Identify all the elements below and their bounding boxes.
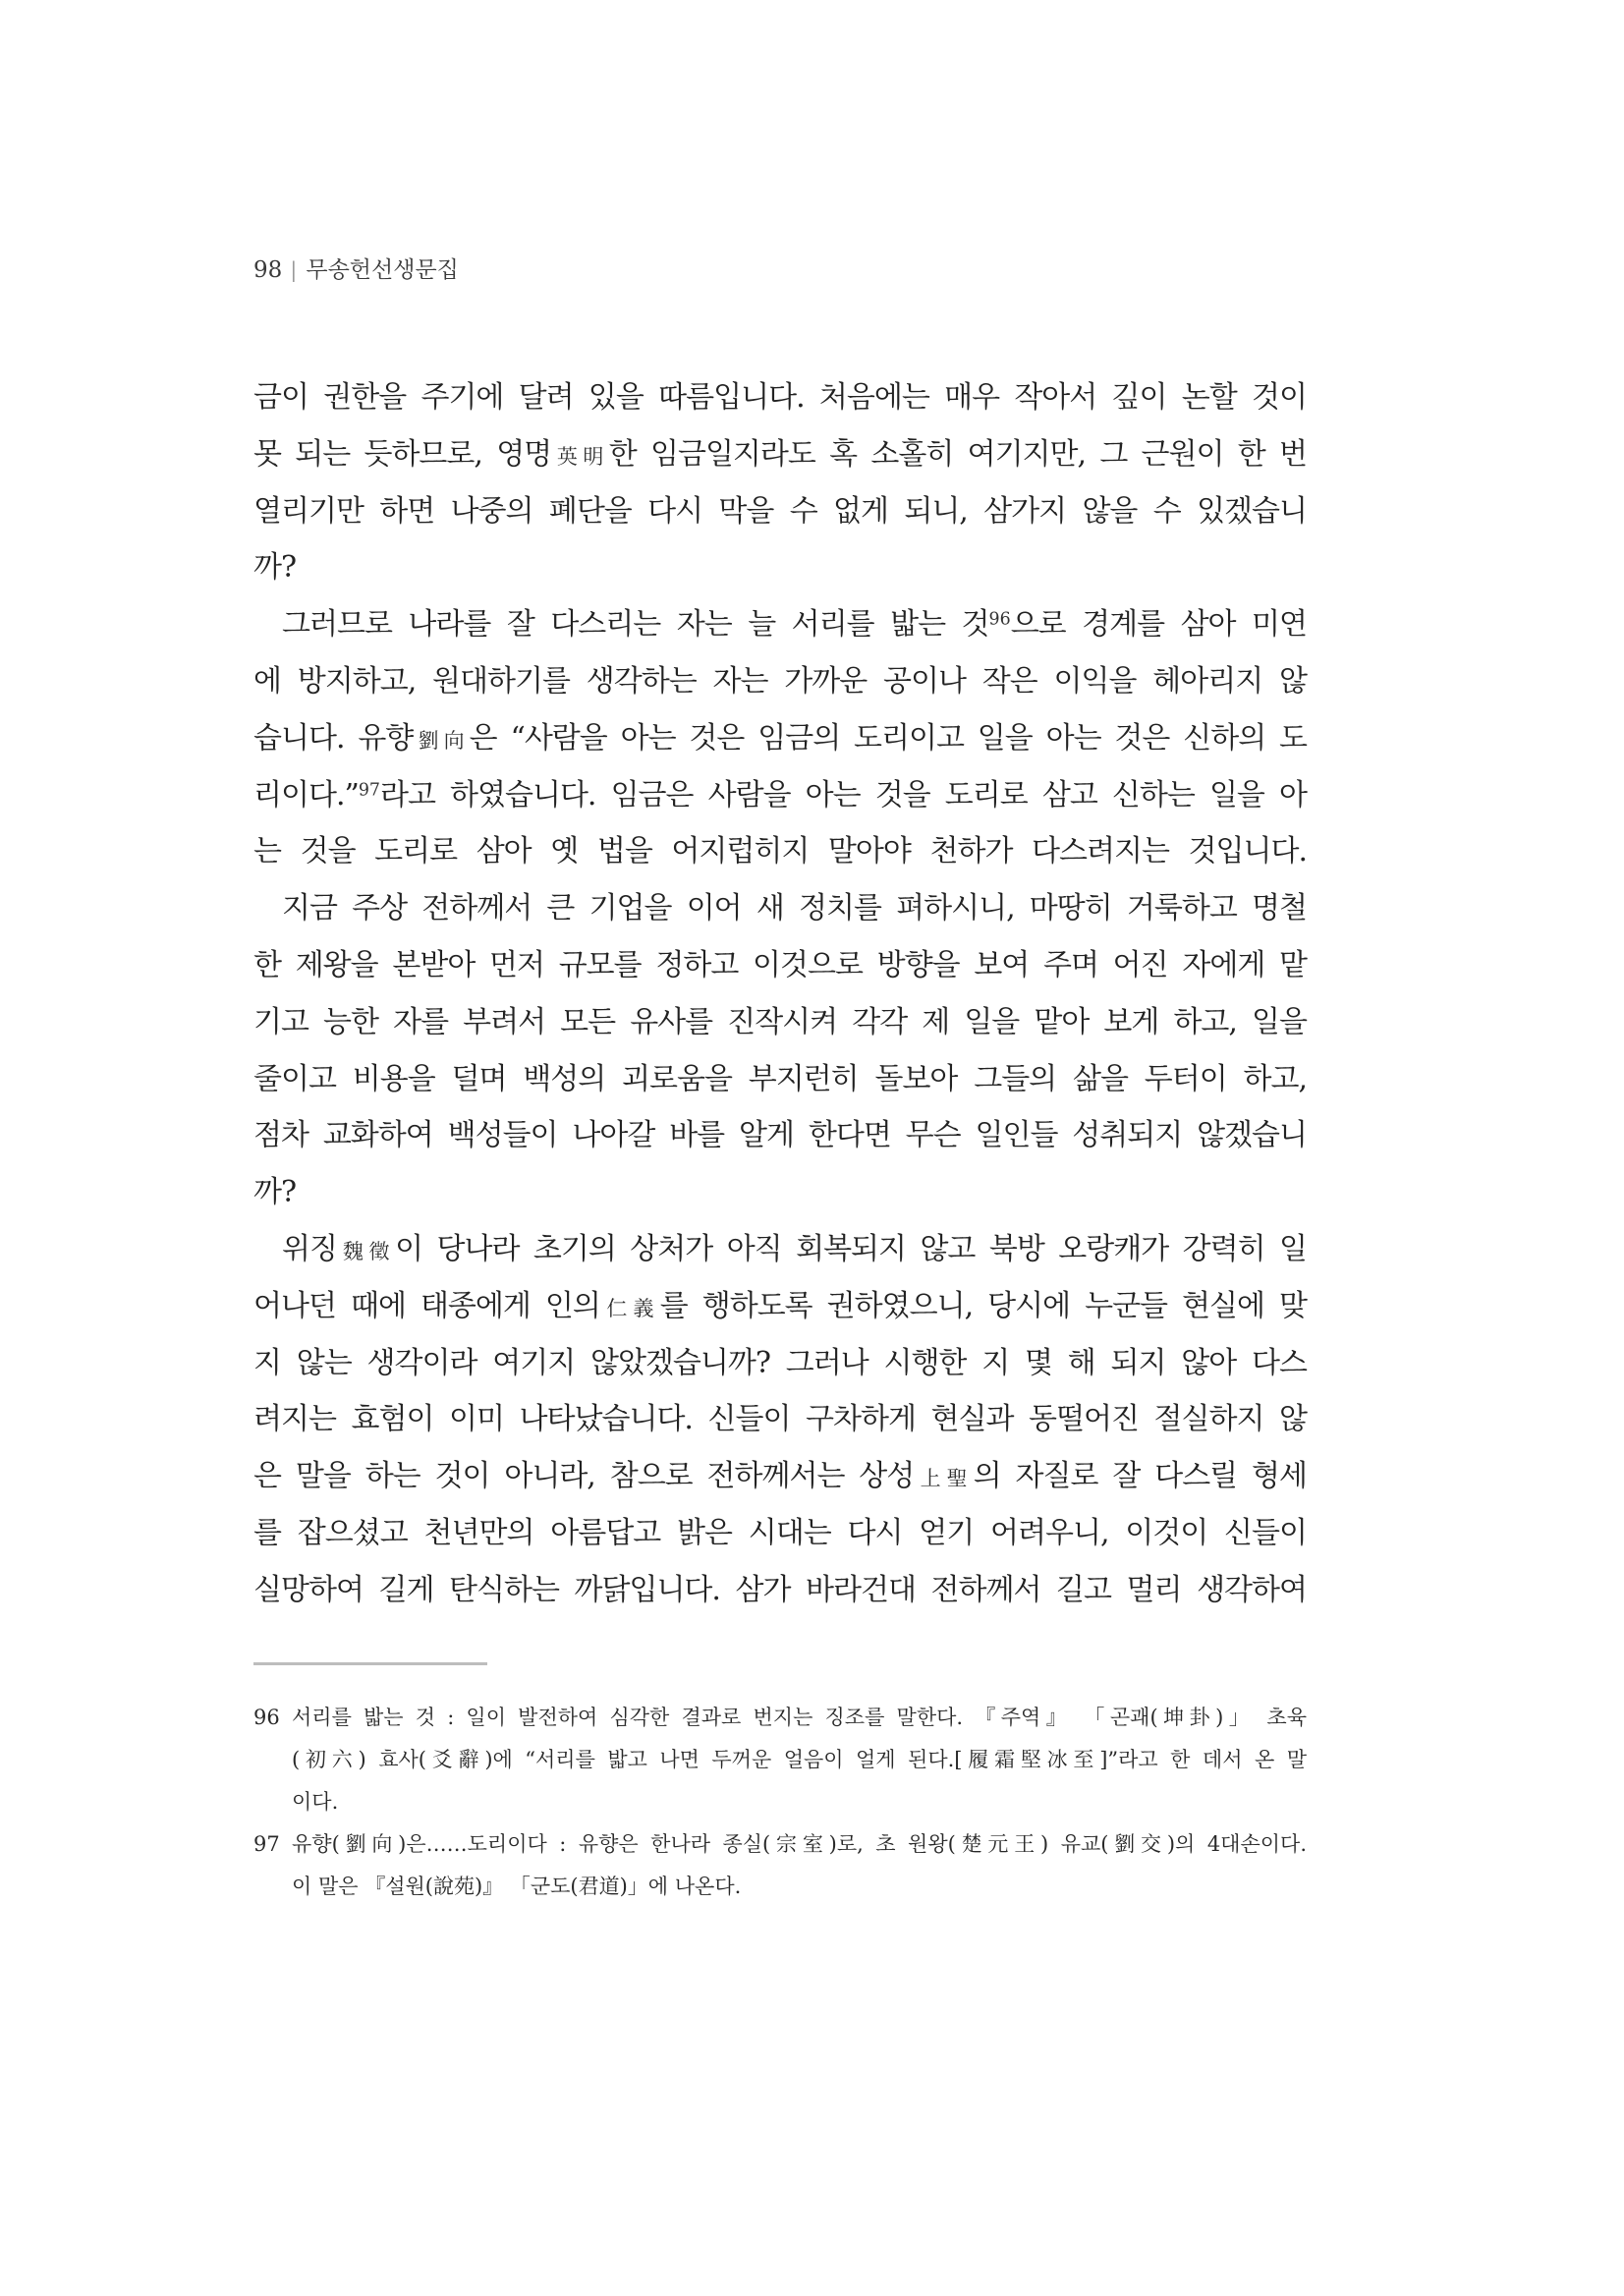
body-line-text: 그러므로 나라를 잘 다스리는 자는 늘 서리를 밟는 것 [282, 607, 989, 643]
body-line: 를 잡으셨고 천년만의 아름답고 밝은 시대는 다시 얻기 어려우니, 이것이 신들이 [253, 1515, 1307, 1550]
footnote-line: 이다. [292, 1789, 339, 1814]
body-line: 못 되는 듯하므로, 영명英明한 임금일지라도 혹 소홀히 여기지만, 그 근원이 한 번 [253, 436, 1307, 472]
paragraph [253, 596, 1307, 880]
body-line: 까? [253, 1175, 297, 1210]
body-line: 까? [253, 550, 297, 586]
hanja-gloss: 上聖 [914, 1467, 974, 1491]
body-line: 위징魏徵이 당나라 초기의 상처가 아직 회복되지 않고 북방 오랑캐가 강력히 일 [282, 1231, 1307, 1266]
footnote-number: 96 [253, 1705, 280, 1729]
paragraph [253, 369, 1307, 596]
body-line-text: 으로 경계를 삼아 미연 [1010, 607, 1307, 643]
body-line: 습니다. 유향劉向은 “사람을 아는 것은 임금의 도리이고 일을 아는 것은 신하의 도 [253, 720, 1308, 756]
footnotes [253, 1697, 1307, 1908]
body-line: 금이 권한을 주기에 달려 있을 따름입니다. 처음에는 매우 작아서 깊이 논할 것이 [253, 380, 1307, 415]
hanja-gloss: 英明 [551, 444, 609, 469]
hanja-gloss: 魏徵 [336, 1239, 396, 1263]
body-line: 열리기만 하면 나중의 폐단을 다시 막을 수 없게 되니, 삼가지 않을 수 있겠습니 [253, 493, 1307, 529]
body-line: 려지는 효험이 이미 나타났습니다. 신들이 구차하게 현실과 동떨어진 절실하지 않 [253, 1402, 1307, 1437]
body-line [253, 596, 1307, 653]
body-line: 지 않는 생각이라 여기지 않았겠습니까? 그러나 시행한 지 몇 해 되지 않아 다스 [253, 1345, 1307, 1380]
hanja-gloss: 仁義 [599, 1296, 660, 1320]
footnote-line: (初六) 효사(爻辭)에 “서리를 밟고 나면 두꺼운 얼음이 얼게 된다.[履霜堅冰至]”라고 한 데서 온 말 [292, 1747, 1307, 1771]
footnote-text [292, 1697, 1307, 1823]
footnote [253, 1823, 1307, 1908]
body-line: 에 방지하고, 원대하기를 생각하는 자는 가까운 공이나 작은 이익을 헤아리지 않 [253, 663, 1307, 699]
body-line: 는 것을 도리로 삼아 옛 법을 어지럽히지 말아야 천하가 다스려지는 것입니다. [253, 834, 1307, 869]
paragraph [253, 1221, 1307, 1619]
body-line: 은 말을 하는 것이 아니라, 참으로 전하께서는 상성上聖의 자질로 잘 다스릴 형세 [253, 1459, 1307, 1494]
header-divider: | [290, 258, 298, 282]
body-line: 줄이고 비용을 덜며 백성의 괴로움을 부지런히 돌보아 그들의 삶을 두터이 하고, [253, 1061, 1307, 1096]
footnote-ref: 97 [358, 780, 380, 801]
body-line: 지금 주상 전하께서 큰 기업을 이어 새 정치를 펴하시니, 마땅히 거룩하고 명철 [282, 891, 1307, 926]
body-text [253, 369, 1307, 1619]
body-line: 점차 교화하여 백성들이 나아갈 바를 알게 한다면 무슨 일인들 성취되지 않겠습니 [253, 1118, 1307, 1153]
body-line: 실망하여 길게 탄식하는 까닭입니다. 삼가 바라건대 전하께서 길고 멀리 생각하여 [253, 1572, 1307, 1607]
body-line [253, 767, 1307, 824]
body-line: 한 제왕을 본받아 먼저 규모를 정하고 이것으로 방향을 보여 주며 어진 자에게 맡 [253, 947, 1307, 982]
body-line: 어나던 때에 태종에게 인의仁義를 행하도록 권하였으니, 당시에 누군들 현실에 맞 [253, 1288, 1308, 1323]
footnote-rule [253, 1662, 487, 1665]
paragraph [253, 880, 1307, 1221]
footnote-line: 유향(劉向)은……도리이다 : 유향은 한나라 종실(宗室)로, 초 원왕(楚元王) 유교(劉交)의 4대손이다. [292, 1831, 1307, 1856]
footnote-number: 97 [253, 1831, 280, 1856]
footnote [253, 1697, 1307, 1823]
footnote-ref: 96 [988, 609, 1011, 630]
body-line-text: 리이다.” [253, 777, 359, 812]
hanja-gloss: 劉向 [413, 728, 470, 753]
body-line-text: 라고 하였습니다. 임금은 사람을 아는 것을 도리로 삼고 신하는 일을 아 [379, 777, 1307, 812]
running-title: 무송헌선생문집 [306, 257, 459, 283]
body-line: 기고 능한 자를 부려서 모든 유사를 진작시켜 각각 제 일을 맡아 보게 하고, 일을 [253, 1004, 1307, 1039]
page-number: 98 [253, 257, 283, 283]
footnote-line: 서리를 밟는 것 : 일이 발전하여 심각한 결과로 번지는 징조를 말한다. 『주역』 「곤괘(坤卦)」 초육 [292, 1705, 1307, 1729]
footnote-line: 이 말은 『설원(說苑)』 「군도(君道)」에 나온다. [292, 1874, 742, 1898]
footnote-text [292, 1823, 1307, 1908]
running-header [253, 253, 459, 287]
